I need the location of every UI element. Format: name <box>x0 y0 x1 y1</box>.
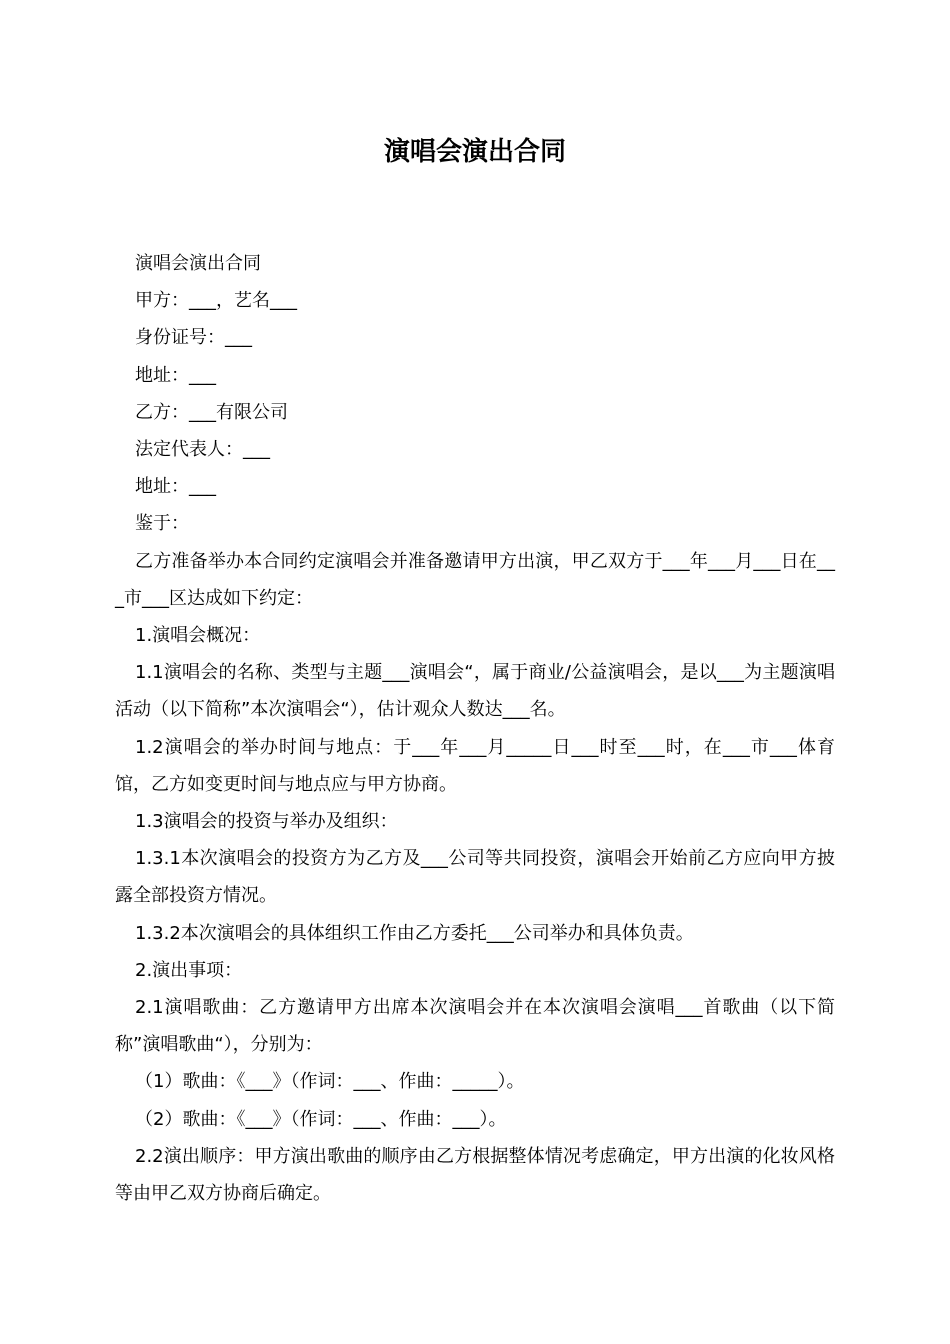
paragraph-clause-1-3: 1.3演唱会的投资与举办及组织： <box>135 811 398 833</box>
paragraph-clause-1-1: 1.1演唱会的名称、类型与主题___演唱会“，属于商业/公益演唱会，是以___为主题演唱活动（以下简称”本次演唱会“），估计观众人数达___名。 <box>115 662 835 721</box>
paragraph-song-1: （1）歌曲：《___》（作词：___、作曲：_____）。 <box>135 1071 525 1093</box>
paragraph-id-number: 身份证号：___ <box>135 327 252 349</box>
paragraph-preamble: 乙方准备举办本合同约定演唱会并准备邀请甲方出演，甲乙双方于___年___月___日在___市___区达成如下约定： <box>115 550 835 609</box>
document-body <box>115 245 835 1212</box>
paragraph-party-b: 乙方：___有限公司 <box>135 401 288 423</box>
paragraph-whereas: 鉴于： <box>135 513 189 535</box>
paragraph-clause-1-2: 1.2演唱会的举办时间与地点：于___年___月_____日___时至___时，在___市___体育馆，乙方如变更时间与地点应与甲方协商。 <box>115 736 835 795</box>
paragraph-address-b: 地址：___ <box>135 476 216 498</box>
paragraph-clause-1-3-1: 1.3.1本次演唱会的投资方为乙方及___公司等共同投资，演唱会开始前乙方应向甲方披露全部投资方情况。 <box>115 848 835 907</box>
document-title: 演唱会演出合同 <box>383 137 566 167</box>
paragraph-clause-2-1: 2.1演唱歌曲：乙方邀请甲方出席本次演唱会并在本次演唱会演唱___首歌曲（以下简称”演唱歌曲“），分别为： <box>115 997 835 1056</box>
paragraph-heading: 演唱会演出合同 <box>135 253 261 274</box>
paragraph-section-2: 2.演出事项： <box>135 959 243 981</box>
paragraph-clause-1-3-2: 1.3.2本次演唱会的具体组织工作由乙方委托___公司举办和具体负责。 <box>135 922 694 944</box>
paragraph-party-a: 甲方：___，艺名___ <box>135 290 297 312</box>
paragraph-legal-rep: 法定代表人：___ <box>135 439 270 461</box>
paragraph-address-a: 地址：___ <box>135 364 216 386</box>
paragraph-section-1: 1.演唱会概况： <box>135 625 261 647</box>
paragraph-song-2: （2）歌曲：《___》（作词：___、作曲：___）。 <box>135 1108 507 1130</box>
paragraph-clause-2-2: 2.2演出顺序：甲方演出歌曲的顺序由乙方根据整体情况考虑确定，甲方出演的化妆风格等由甲乙双方协商后确定。 <box>115 1145 835 1205</box>
